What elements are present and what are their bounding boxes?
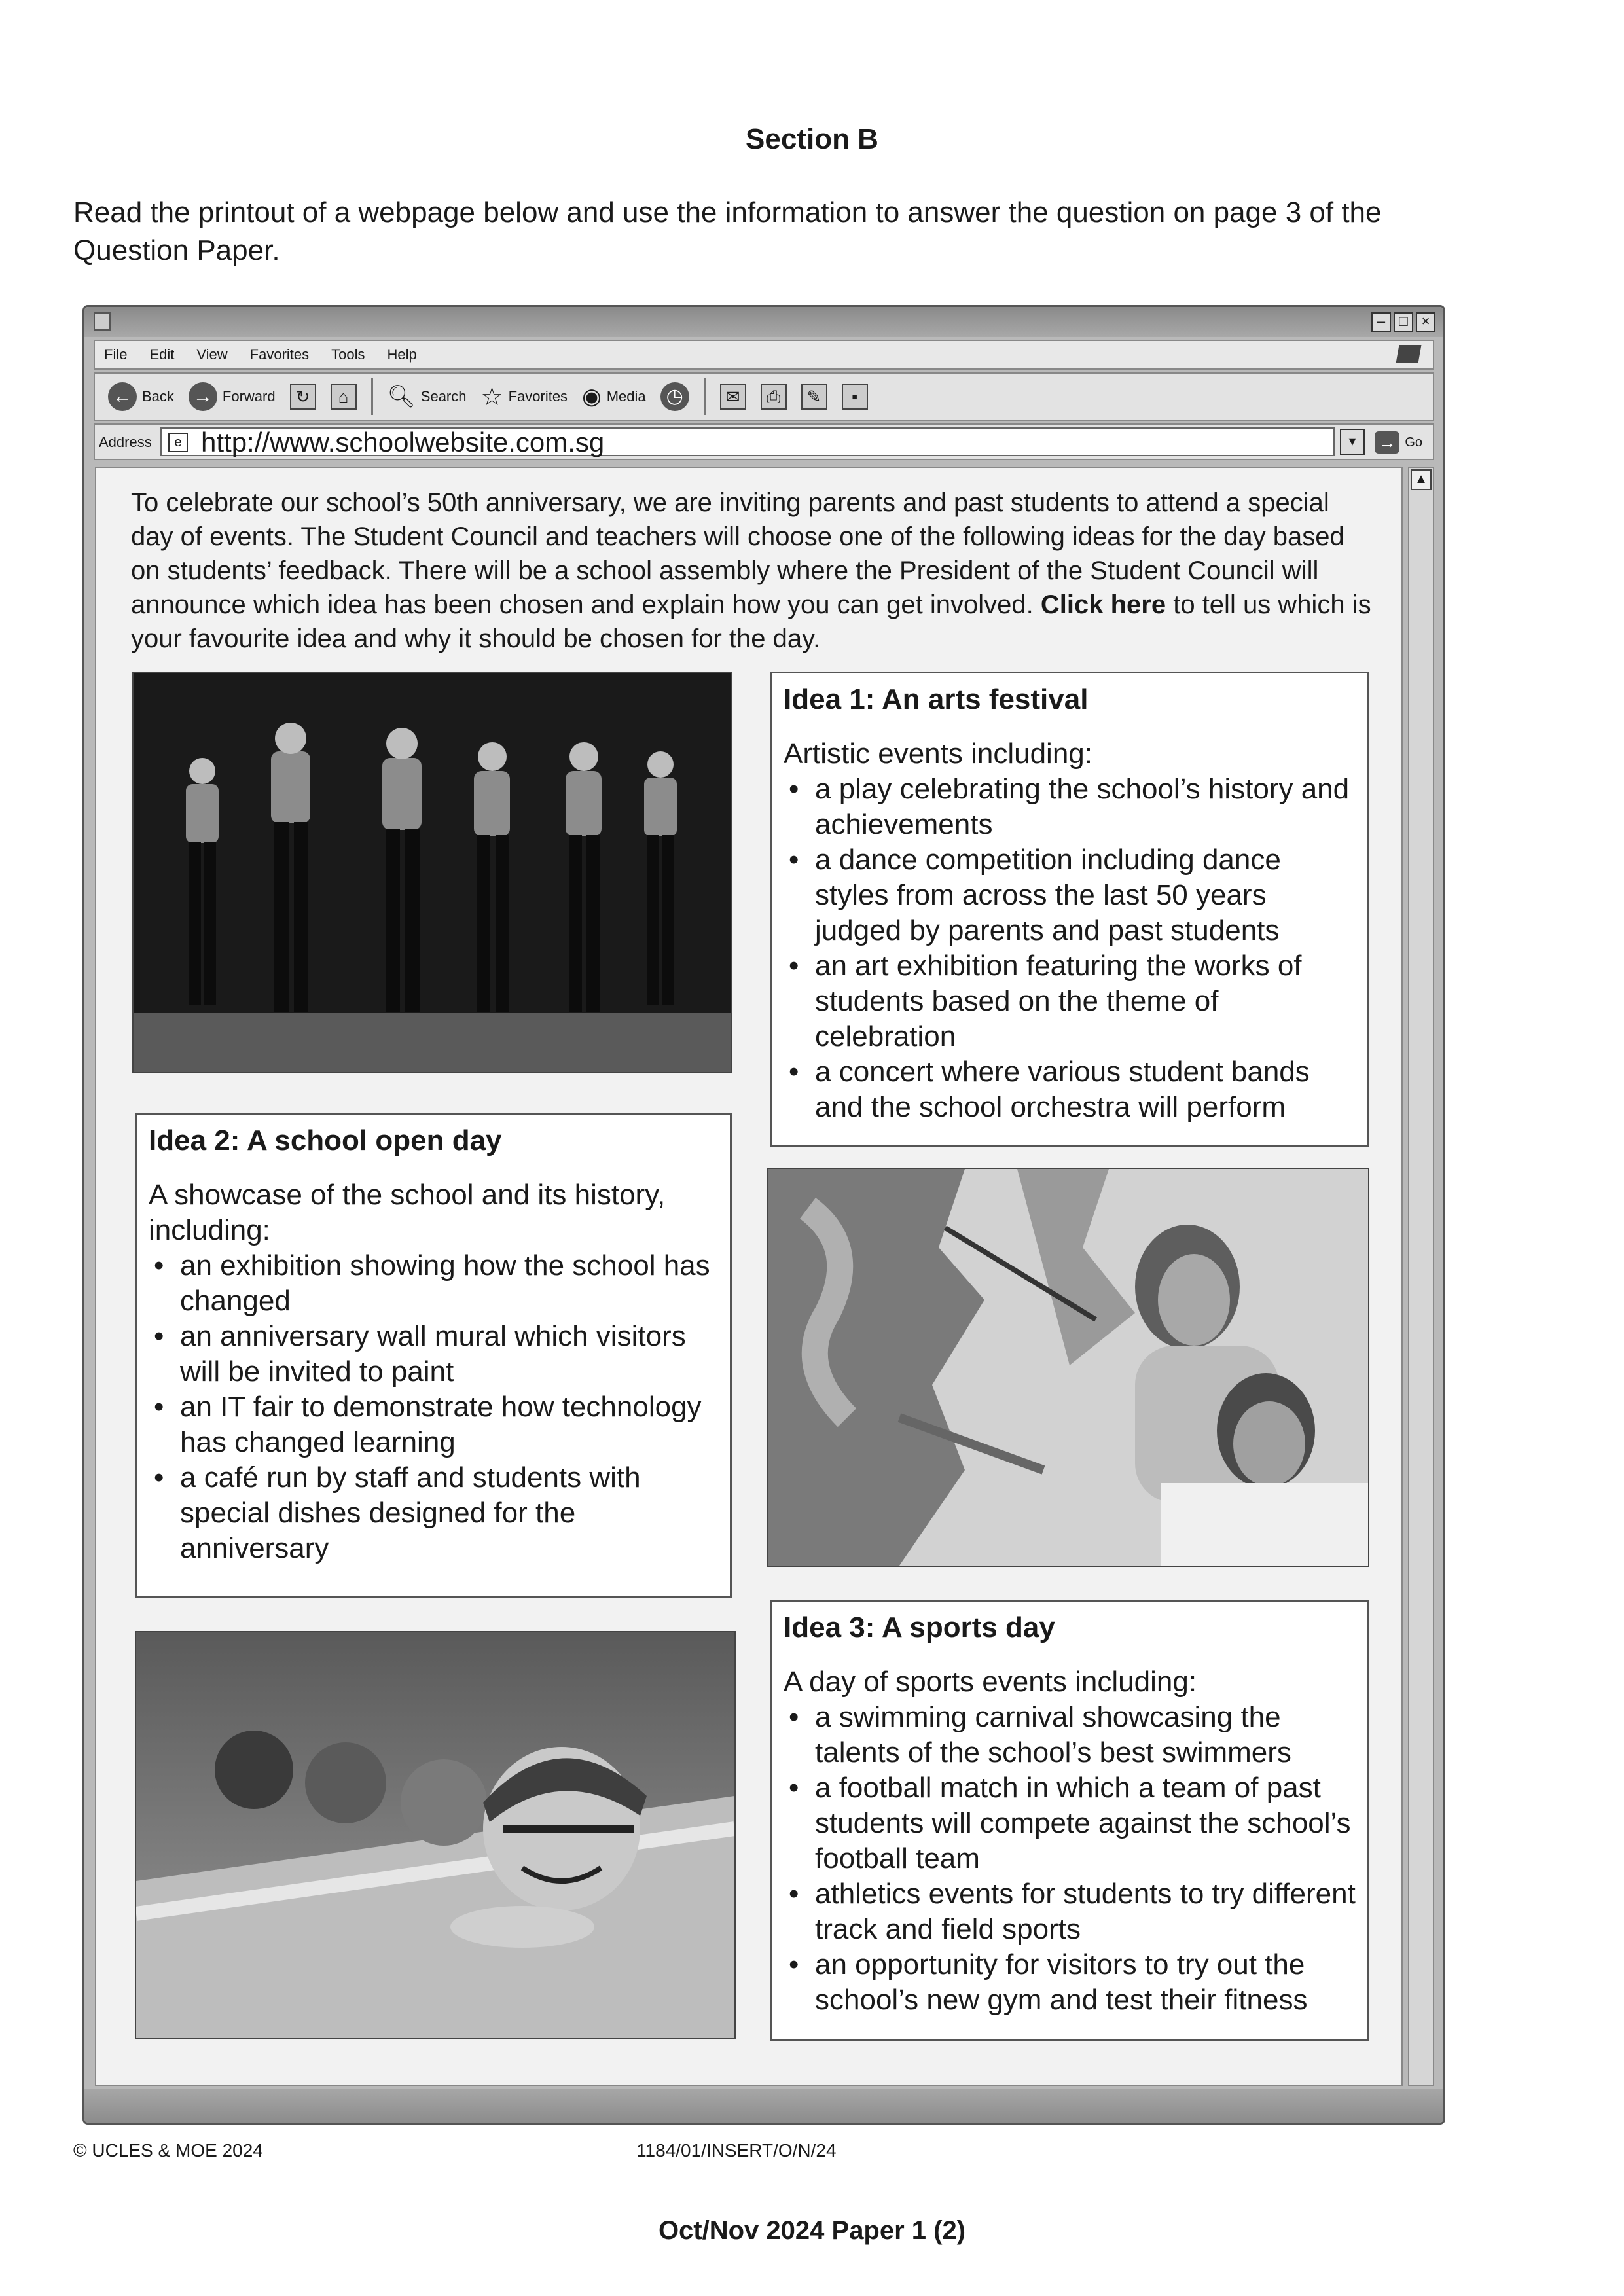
star-icon: ☆ <box>480 383 503 411</box>
paper-session: Oct/Nov 2024 Paper 1 (2) <box>658 2216 966 2245</box>
go-label: Go <box>1405 435 1422 450</box>
address-input[interactable] <box>160 427 1335 456</box>
instructions: Read the printout of a webpage below and use the information to answer the question on page 3 of the Question Paper. <box>73 196 1382 266</box>
idea-2-title: Idea 2: A school open day <box>149 1124 502 1157</box>
list-item: • a football match in which a team of past students will compete against the school’s football team <box>784 1770 1356 1876</box>
page-icon: e <box>168 433 188 452</box>
dance-photo-illustration <box>134 673 731 1072</box>
url-text: http://www.schoolwebsite.com.sg <box>201 427 605 457</box>
window-icon <box>94 312 111 331</box>
back-arrow-icon: ← <box>108 382 137 411</box>
go-button[interactable] <box>1375 431 1422 454</box>
mural-photo <box>767 1168 1369 1567</box>
list-item: • a concert where various student bands and the school orchestra will perform <box>784 1054 1356 1125</box>
paper-code: 1184/01/INSERT/O/N/24 <box>636 2140 837 2161</box>
back-label: Back <box>142 388 174 404</box>
vertical-scrollbar[interactable] <box>1408 467 1434 2086</box>
search-label: Search <box>420 388 467 404</box>
menu-favorites[interactable]: Favorites <box>249 346 310 363</box>
refresh-icon[interactable]: ↻ <box>290 384 316 410</box>
list-item: • a dance competition including dance styles from across the last 50 years judged by parents and past students <box>784 842 1356 948</box>
menu-view[interactable]: View <box>196 346 228 363</box>
list-item: • a café run by staff and students with special dishes designed for the anniversary <box>149 1460 718 1566</box>
maximize-icon[interactable]: □ <box>1394 312 1413 332</box>
intro-body-end: to tell us which is your favourite idea and why it should be chosen for the day. <box>131 590 1371 653</box>
dance-photo <box>132 672 732 1073</box>
click-here-link[interactable]: Click here <box>1040 590 1166 619</box>
swimming-photo-illustration <box>136 1632 734 2038</box>
list-item: • an opportunity for visitors to try out the school’s new gym and test their fitness <box>784 1947 1356 2018</box>
menu-help[interactable]: Help <box>387 346 417 363</box>
list-item: • an art exhibition featuring the works of students based on the theme of celebration <box>784 948 1356 1054</box>
idea-3-list <box>784 1700 1356 2018</box>
print-icon[interactable]: ⎙ <box>761 384 787 410</box>
list-item: • a play celebrating the school’s history and achievements <box>784 772 1356 842</box>
media-icon: ◉ <box>582 384 602 409</box>
home-icon[interactable]: ⌂ <box>331 384 357 410</box>
address-bar <box>94 423 1434 460</box>
minimize-icon[interactable]: – <box>1371 312 1391 332</box>
idea-3-box <box>770 1600 1369 2041</box>
browser-logo-icon <box>1396 345 1422 363</box>
toolbar-separator <box>704 378 706 415</box>
idea-1-list <box>784 772 1356 1125</box>
idea-1-box <box>770 672 1369 1147</box>
menu-bar <box>94 340 1434 370</box>
list-item: • an IT fair to demonstrate how technology has changed learning <box>149 1390 718 1460</box>
list-item: • an exhibition showing how the school has changed <box>149 1248 718 1319</box>
scroll-up-icon[interactable]: ▲ <box>1411 469 1432 490</box>
close-icon[interactable]: × <box>1416 312 1435 332</box>
menu-tools[interactable]: Tools <box>331 346 365 363</box>
copyright: © UCLES & MOE 2024 <box>73 2140 263 2161</box>
idea-3-lead: A day of sports events including: <box>784 1666 1197 1698</box>
back-button[interactable] <box>108 382 174 411</box>
edit-icon[interactable]: ✎ <box>801 384 827 410</box>
idea-3-title: Idea 3: A sports day <box>784 1611 1055 1643</box>
toolbar-separator <box>371 378 373 415</box>
media-button[interactable] <box>582 384 646 410</box>
list-item: • athletics events for students to try different track and field sports <box>784 1876 1356 1947</box>
idea-2-lead: A showcase of the school and its history, including: <box>149 1179 666 1246</box>
forward-button[interactable] <box>189 382 276 411</box>
favorites-label: Favorites <box>508 388 568 404</box>
mural-photo-illustration <box>768 1169 1368 1566</box>
list-item: • an anniversary wall mural which visitors will be invited to paint <box>149 1319 718 1390</box>
discuss-icon[interactable]: ▪ <box>842 384 868 410</box>
search-button[interactable] <box>388 384 467 410</box>
idea-1-title: Idea 1: An arts festival <box>784 683 1089 715</box>
window-controls <box>1371 312 1435 332</box>
section-title: Section B <box>746 123 878 155</box>
swimming-photo <box>135 1631 736 2039</box>
forward-arrow-icon: → <box>189 382 217 411</box>
status-bar <box>84 2089 1443 2123</box>
title-bar <box>84 307 1443 337</box>
go-arrow-icon: → <box>1375 431 1399 454</box>
menu-file[interactable]: File <box>104 346 128 363</box>
intro-body: To celebrate our school’s 50th anniversary, we are inviting parents and past students to attend a special day of events. The Student Council and teachers will choose one of the following ideas for the day based on students’ feedback. There will be a school assembly where the President of the Student Council will announce which idea has been chosen and explain how you can get involved. <box>131 488 1344 619</box>
forward-label: Forward <box>222 388 276 404</box>
favorites-button[interactable] <box>481 382 568 412</box>
idea-1-lead: Artistic events including: <box>784 738 1092 770</box>
address-label: Address <box>99 434 152 450</box>
idea-2-box <box>135 1113 732 1598</box>
list-item: • a swimming carnival showcasing the talents of the school’s best swimmers <box>784 1700 1356 1770</box>
search-icon: 🔍︎ <box>387 384 416 409</box>
mail-icon[interactable]: ✉ <box>720 384 746 410</box>
toolbar <box>94 372 1434 421</box>
history-icon[interactable]: ◷ <box>660 382 689 411</box>
menu-edit[interactable]: Edit <box>149 346 175 363</box>
chevron-down-icon[interactable]: ▾ <box>1340 429 1365 455</box>
idea-2-list <box>149 1248 718 1566</box>
media-label: Media <box>606 388 646 404</box>
intro-text <box>131 486 1375 656</box>
